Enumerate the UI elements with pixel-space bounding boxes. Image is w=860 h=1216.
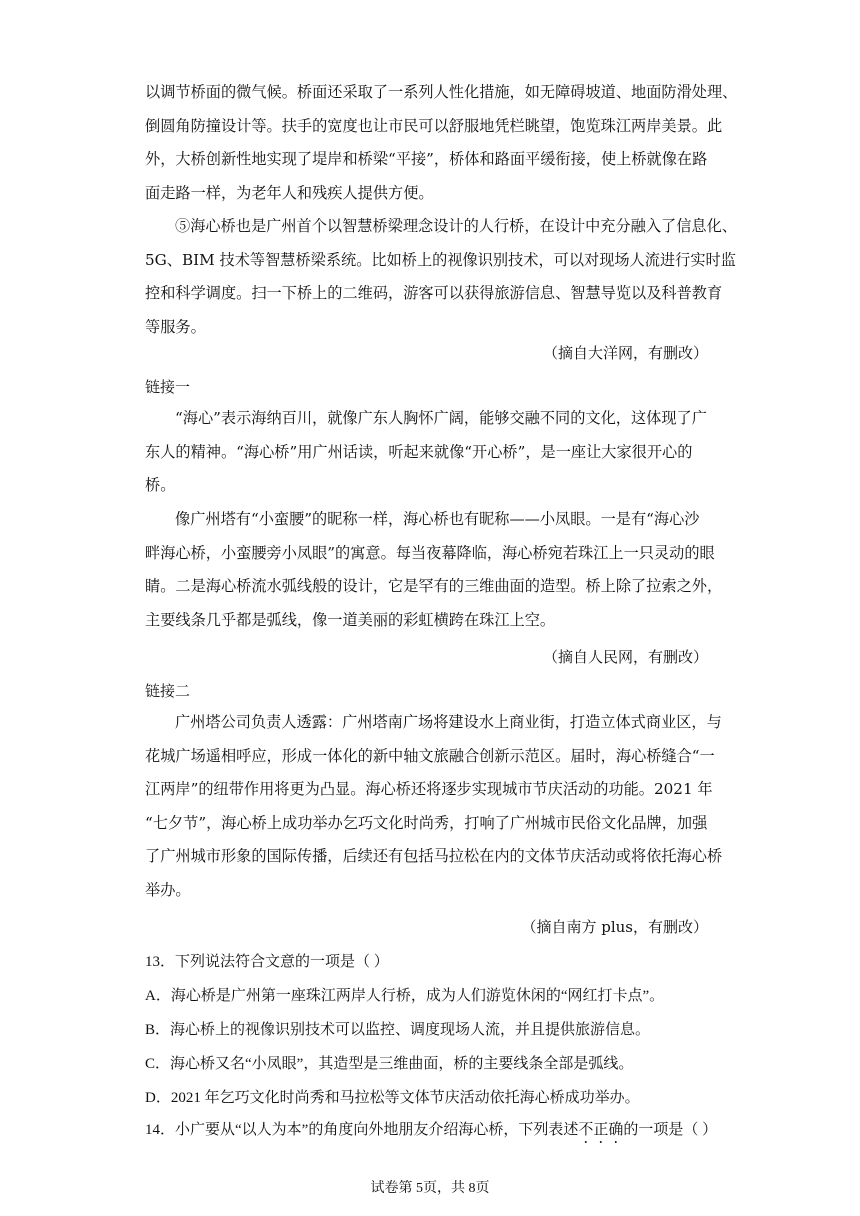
text-line: 外，大桥创新性地实现了堤岸和桥梁“平接”，桥体和路面平缓衔接，使上桥就像在路: [145, 150, 708, 169]
text-line: 广州塔公司负责人透露：广州塔南广场将建设水上商业街，打造立体式商业区，与: [175, 713, 722, 731]
link-2-label: 链接二: [145, 682, 191, 700]
paragraph-continued: [145, 76, 738, 210]
emphasized-text: 不正确: [578, 1122, 624, 1138]
source-citation: （摘自人民网，有删改）: [542, 648, 708, 666]
text-line: 花城广场遥相呼应，形成一体化的新中轴文旅融合创新示范区。届时，海心桥缝合“一: [145, 746, 715, 765]
text-line: 等服务。: [145, 317, 206, 336]
text-line: 举办。: [145, 880, 191, 899]
source-citation: （摘自南方 plus，有删改）: [521, 918, 708, 936]
text-line: 畔海心桥，小蛮腰旁小凤眼”的寓意。每当夜幕降临，海心桥宛若珠江上一只灵动的眼: [145, 543, 715, 562]
source-citation: （摘自大洋网，有删改）: [542, 344, 708, 362]
text-line: 睛。二是海心桥流水弧线般的设计，它是罕有的三维曲面的造型。桥上除了拉索之外，: [145, 577, 723, 596]
link-1-label: 链接一: [145, 378, 191, 396]
question-13-option-c: C．海心桥又名“小凤眼”，其造型是三维曲面，桥的主要线条全部是弧线。: [145, 1056, 634, 1072]
text-line: “海心”表示海纳百川，就像广东人胸怀广阔，能够交融不同的文化，这体现了广: [175, 409, 707, 427]
text-line: 以调节桥面的微气候。桥面还采取了一系列人性化措施，如无障碍坡道、地面防滑处理、: [145, 83, 738, 101]
link-1-paragraph-2: [145, 503, 725, 637]
question-14-stem-end: 的一项是（ ）: [623, 1122, 718, 1138]
text-line: 控和科学调度。扫一下桥上的二维码，游客可以获得旅游信息、智慧导览以及科普教育: [145, 284, 723, 303]
paragraph-5: [145, 210, 737, 344]
question-13-option-b: B．海心桥上的视像识别技术可以监控、调度现场人流，并且提供旅游信息。: [145, 1022, 651, 1038]
text-line: 5G、BIM 技术等智慧桥梁系统。比如桥上的视像识别技术，可以对现场人流进行实时监: [145, 250, 736, 269]
question-14-stem: [145, 1118, 717, 1147]
text-line: 面走路一样，为老年人和残疾人提供方便。: [145, 183, 434, 202]
text-line: 江两岸”的纽带作用将更为凸显。海心桥还将逐步实现城市节庆活动的功能。2021 年: [145, 780, 713, 799]
text-line: 桥。: [145, 476, 176, 495]
text-line: 东人的精神。“海心桥”用广州话读，听起来就像“开心桥”，是一座让大家很开心的: [145, 442, 693, 461]
text-line: “七夕节”，海心桥上成功举办乞巧文化时尚秀，打响了广州城市民俗文化品牌，加强: [145, 813, 708, 832]
question-13-option-d: D．2021 年乞巧文化时尚秀和马拉松等文体节庆活动依托海心桥成功举办。: [145, 1090, 640, 1106]
page-footer: 试卷第 5页，共 8页: [370, 1181, 490, 1196]
text-line: 了广州城市形象的国际传播，后续还有包括马拉松在内的文体节庆活动或将依托海心桥: [145, 847, 723, 866]
question-13-option-a: A．海心桥是广州第一座珠江两岸人行桥，成为人们游览休闲的“网红打卡点”。: [145, 988, 665, 1004]
text-line: ⑤海心桥也是广州首个以智慧桥梁理念设计的人行桥，在设计中充分融入了信息化、: [175, 217, 737, 235]
link-2-paragraph-1: [145, 706, 725, 908]
text-line: 像广州塔有“小蛮腰”的昵称一样，海心桥也有昵称——小凤眼。一是有“海心沙: [175, 510, 700, 528]
link-1-paragraph-1: [145, 402, 725, 503]
text-line: 倒圆角防撞设计等。扶手的宽度也让市民可以舒服地凭栏眺望，饱览珠江两岸美景。此: [145, 116, 723, 135]
question-13-stem: 13．下列说法符合文意的一项是（ ）: [145, 954, 389, 970]
text-line: 主要线条几乎都是弧线，像一道美丽的彩虹横跨在珠江上空。: [145, 610, 556, 629]
question-14-stem-start: 14．小广要从“以人为本”的角度向外地朋友介绍海心桥，下列表述: [145, 1122, 579, 1138]
